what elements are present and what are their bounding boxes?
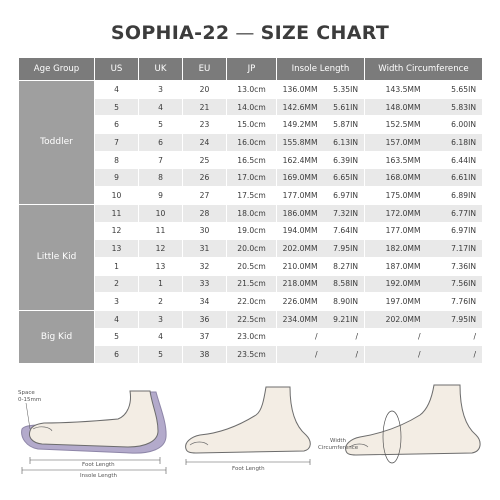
insole-length-cell [277,222,365,240]
us-size-cell: 5 [95,328,139,346]
age-group-cell: Little Kid [19,204,95,310]
age-group-cell: Toddler [19,81,95,205]
width-in: 5.65IN [451,84,476,94]
insole-in: 6.39IN [333,155,358,165]
eu-size-cell: 21 [183,98,227,116]
table-row [19,81,483,99]
insole-length-cell [277,116,365,134]
width-circumference-cell [365,169,483,187]
insole-in: 8.90IN [333,297,358,307]
insole-length-cell [277,293,365,311]
header-insole-length: Insole Length [277,58,365,81]
jp-size-cell: 20.5cm [227,257,277,275]
uk-size-cell: 2 [139,293,183,311]
width-in: 6.77IN [451,208,476,218]
us-size-cell: 11 [95,204,139,222]
width-in: 7.76IN [451,297,476,307]
width-circumference-cell [365,81,483,99]
width-circumference-cell [365,310,483,328]
width-circumference-cell [365,328,483,346]
insole-mm: 142.6MM [282,102,318,112]
eu-size-cell: 27 [183,187,227,205]
jp-size-cell: 17.0cm [227,169,277,187]
width-in: 6.44IN [451,155,476,165]
width-in: / [473,350,476,360]
jp-size-cell: 21.5cm [227,275,277,293]
insole-mm: 186.0MM [282,208,318,218]
width-mm: 163.5MM [385,155,421,165]
us-size-cell: 7 [95,134,139,152]
insole-in: / [355,332,358,342]
insole-in: 5.35IN [333,84,358,94]
insole-mm: 177.0MM [282,190,318,200]
insole-length-cell [277,81,365,99]
us-size-cell: 10 [95,187,139,205]
insole-in: 7.32IN [333,208,358,218]
width-in: 6.97IN [451,226,476,236]
header-us: US [95,58,139,81]
width-circumference-cell [365,240,483,258]
width-mm: 157.0MM [385,137,421,147]
us-size-cell: 9 [95,169,139,187]
eu-size-cell: 33 [183,275,227,293]
uk-size-cell: 7 [139,151,183,169]
insole-length-cell [277,257,365,275]
width-mm: 187.0MM [385,261,421,271]
width-circumference-cell [365,134,483,152]
uk-size-cell: 8 [139,169,183,187]
width-in: 6.89IN [451,190,476,200]
width-in: 6.18IN [451,137,476,147]
eu-size-cell: 32 [183,257,227,275]
uk-size-cell: 4 [139,328,183,346]
insole-length-cell [277,310,365,328]
eu-size-cell: 25 [183,151,227,169]
eu-size-cell: 36 [183,310,227,328]
header-width-circumference: Width Circumference [365,58,483,81]
insole-in: 9.21IN [333,314,358,324]
jp-size-cell: 23.0cm [227,328,277,346]
insole-in: 8.58IN [333,279,358,289]
jp-size-cell: 20.0cm [227,240,277,258]
width-in: 6.61IN [451,173,476,183]
width-mm: 182.0MM [385,244,421,254]
us-size-cell: 4 [95,81,139,99]
us-size-cell: 12 [95,222,139,240]
insole-mm: / [314,350,318,360]
foot-shape [30,391,159,447]
insole-mm: 162.4MM [282,155,318,165]
insole-length-cell [277,346,365,364]
foot-width-illustration [318,385,480,463]
eu-size-cell: 26 [183,169,227,187]
insole-in: 7.64IN [333,226,358,236]
insole-length-cell [277,169,365,187]
insole-in: 5.87IN [333,120,358,130]
width-circumference-cell [365,293,483,311]
circumference-label: Circumference [318,445,359,451]
us-size-cell: 1 [95,257,139,275]
width-mm: 172.0MM [385,208,421,218]
us-size-cell: 4 [95,310,139,328]
title-dash: — [235,22,255,44]
width-circumference-cell [365,151,483,169]
space-pointer [26,403,30,429]
width-mm: 175.0MM [385,190,421,200]
table-header-row [19,58,483,81]
width-label: Width [330,438,346,444]
width-in: 7.95IN [451,314,476,324]
insole-mm: 210.0MM [282,261,318,271]
us-size-cell: 6 [95,346,139,364]
insole-mm: 194.0MM [282,226,318,236]
age-group-cell: Big Kid [19,310,95,363]
insole-mm: 218.0MM [282,279,318,289]
width-in: 5.83IN [451,102,476,112]
width-circumference-cell [365,187,483,205]
header-jp: JP [227,58,277,81]
foot-length-label: Foot Length [232,466,265,472]
insole-mm: 234.0MM [282,314,318,324]
insole-length-label: Insole Length [80,473,117,479]
foot-measurement-illustrations [0,367,500,500]
insole-mm: 202.0MM [282,244,318,254]
width-mm: 152.5MM [385,120,421,130]
width-mm: 143.5MM [385,84,421,94]
uk-size-cell: 9 [139,187,183,205]
jp-size-cell: 14.0cm [227,98,277,116]
table-body [19,81,483,364]
width-mm: / [417,332,421,342]
eu-size-cell: 24 [183,134,227,152]
width-circumference-cell [365,116,483,134]
insole-mm: 155.8MM [282,137,318,147]
insole-length-cell [277,275,365,293]
width-in: 6.00IN [451,120,476,130]
header-eu: EU [183,58,227,81]
jp-size-cell: 22.0cm [227,293,277,311]
page-title [0,22,500,44]
space-label: Space [18,390,35,396]
width-circumference-cell [365,98,483,116]
insole-in: 5.61IN [333,102,358,112]
insole-length-cell [277,134,365,152]
eu-size-cell: 28 [183,204,227,222]
eu-size-cell: 34 [183,293,227,311]
us-size-cell: 8 [95,151,139,169]
insole-mm: 226.0MM [282,297,318,307]
width-circumference-cell [365,204,483,222]
insole-mm: / [314,332,318,342]
width-mm: 148.0MM [385,102,421,112]
uk-size-cell: 5 [139,346,183,364]
width-mm: 192.0MM [385,279,421,289]
width-mm: 168.0MM [385,173,421,183]
insole-length-cell [277,204,365,222]
table-row [19,310,483,328]
uk-size-cell: 13 [139,257,183,275]
jp-size-cell: 22.5cm [227,310,277,328]
width-mm: / [417,350,421,360]
uk-size-cell: 6 [139,134,183,152]
uk-size-cell: 4 [139,98,183,116]
eu-size-cell: 20 [183,81,227,99]
uk-size-cell: 5 [139,116,183,134]
insole-mm: 149.2MM [282,120,318,130]
foot-length-label: Foot Length [82,462,115,468]
size-chart-table [18,57,483,364]
eu-size-cell: 30 [183,222,227,240]
jp-size-cell: 16.5cm [227,151,277,169]
insole-length-cell [277,187,365,205]
uk-size-cell: 3 [139,81,183,99]
uk-size-cell: 1 [139,275,183,293]
jp-size-cell: 23.5cm [227,346,277,364]
us-size-cell: 13 [95,240,139,258]
us-size-cell: 5 [95,98,139,116]
insole-length-cell [277,240,365,258]
uk-size-cell: 3 [139,310,183,328]
us-size-cell: 2 [95,275,139,293]
insole-length-cell [277,328,365,346]
insole-in: / [355,350,358,360]
width-in: / [473,332,476,342]
header-uk: UK [139,58,183,81]
eu-size-cell: 23 [183,116,227,134]
width-in: 7.56IN [451,279,476,289]
jp-size-cell: 19.0cm [227,222,277,240]
uk-size-cell: 12 [139,240,183,258]
width-circumference-cell [365,222,483,240]
width-circumference-cell [365,275,483,293]
width-circumference-cell [365,257,483,275]
jp-size-cell: 13.0cm [227,81,277,99]
eu-size-cell: 31 [183,240,227,258]
width-in: 7.36IN [451,261,476,271]
eu-size-cell: 37 [183,328,227,346]
width-in: 7.17IN [451,244,476,254]
width-circumference-cell [365,346,483,364]
table-row [19,204,483,222]
width-mm: 177.0MM [385,226,421,236]
insole-in: 6.13IN [333,137,358,147]
insole-mm: 169.0MM [282,173,318,183]
title-label: SIZE CHART [260,22,390,44]
jp-size-cell: 18.0cm [227,204,277,222]
uk-size-cell: 10 [139,204,183,222]
model-name: SOPHIA-22 [110,22,230,44]
foot-on-insole-illustration [18,390,166,479]
us-size-cell: 6 [95,116,139,134]
insole-length-cell [277,151,365,169]
jp-size-cell: 15.0cm [227,116,277,134]
width-mm: 202.0MM [385,314,421,324]
width-mm: 197.0MM [385,297,421,307]
us-size-cell: 3 [95,293,139,311]
insole-mm: 136.0MM [282,84,318,94]
insole-in: 6.65IN [333,173,358,183]
foot-side-illustration [186,387,311,472]
jp-size-cell: 16.0cm [227,134,277,152]
insole-in: 7.95IN [333,244,358,254]
jp-size-cell: 17.5cm [227,187,277,205]
eu-size-cell: 38 [183,346,227,364]
uk-size-cell: 11 [139,222,183,240]
insole-length-cell [277,98,365,116]
insole-in: 6.97IN [333,190,358,200]
header-age-group: Age Group [19,58,95,81]
foot-shape [346,385,480,455]
space-value: 0-15mm [18,397,42,403]
insole-in: 8.27IN [333,261,358,271]
